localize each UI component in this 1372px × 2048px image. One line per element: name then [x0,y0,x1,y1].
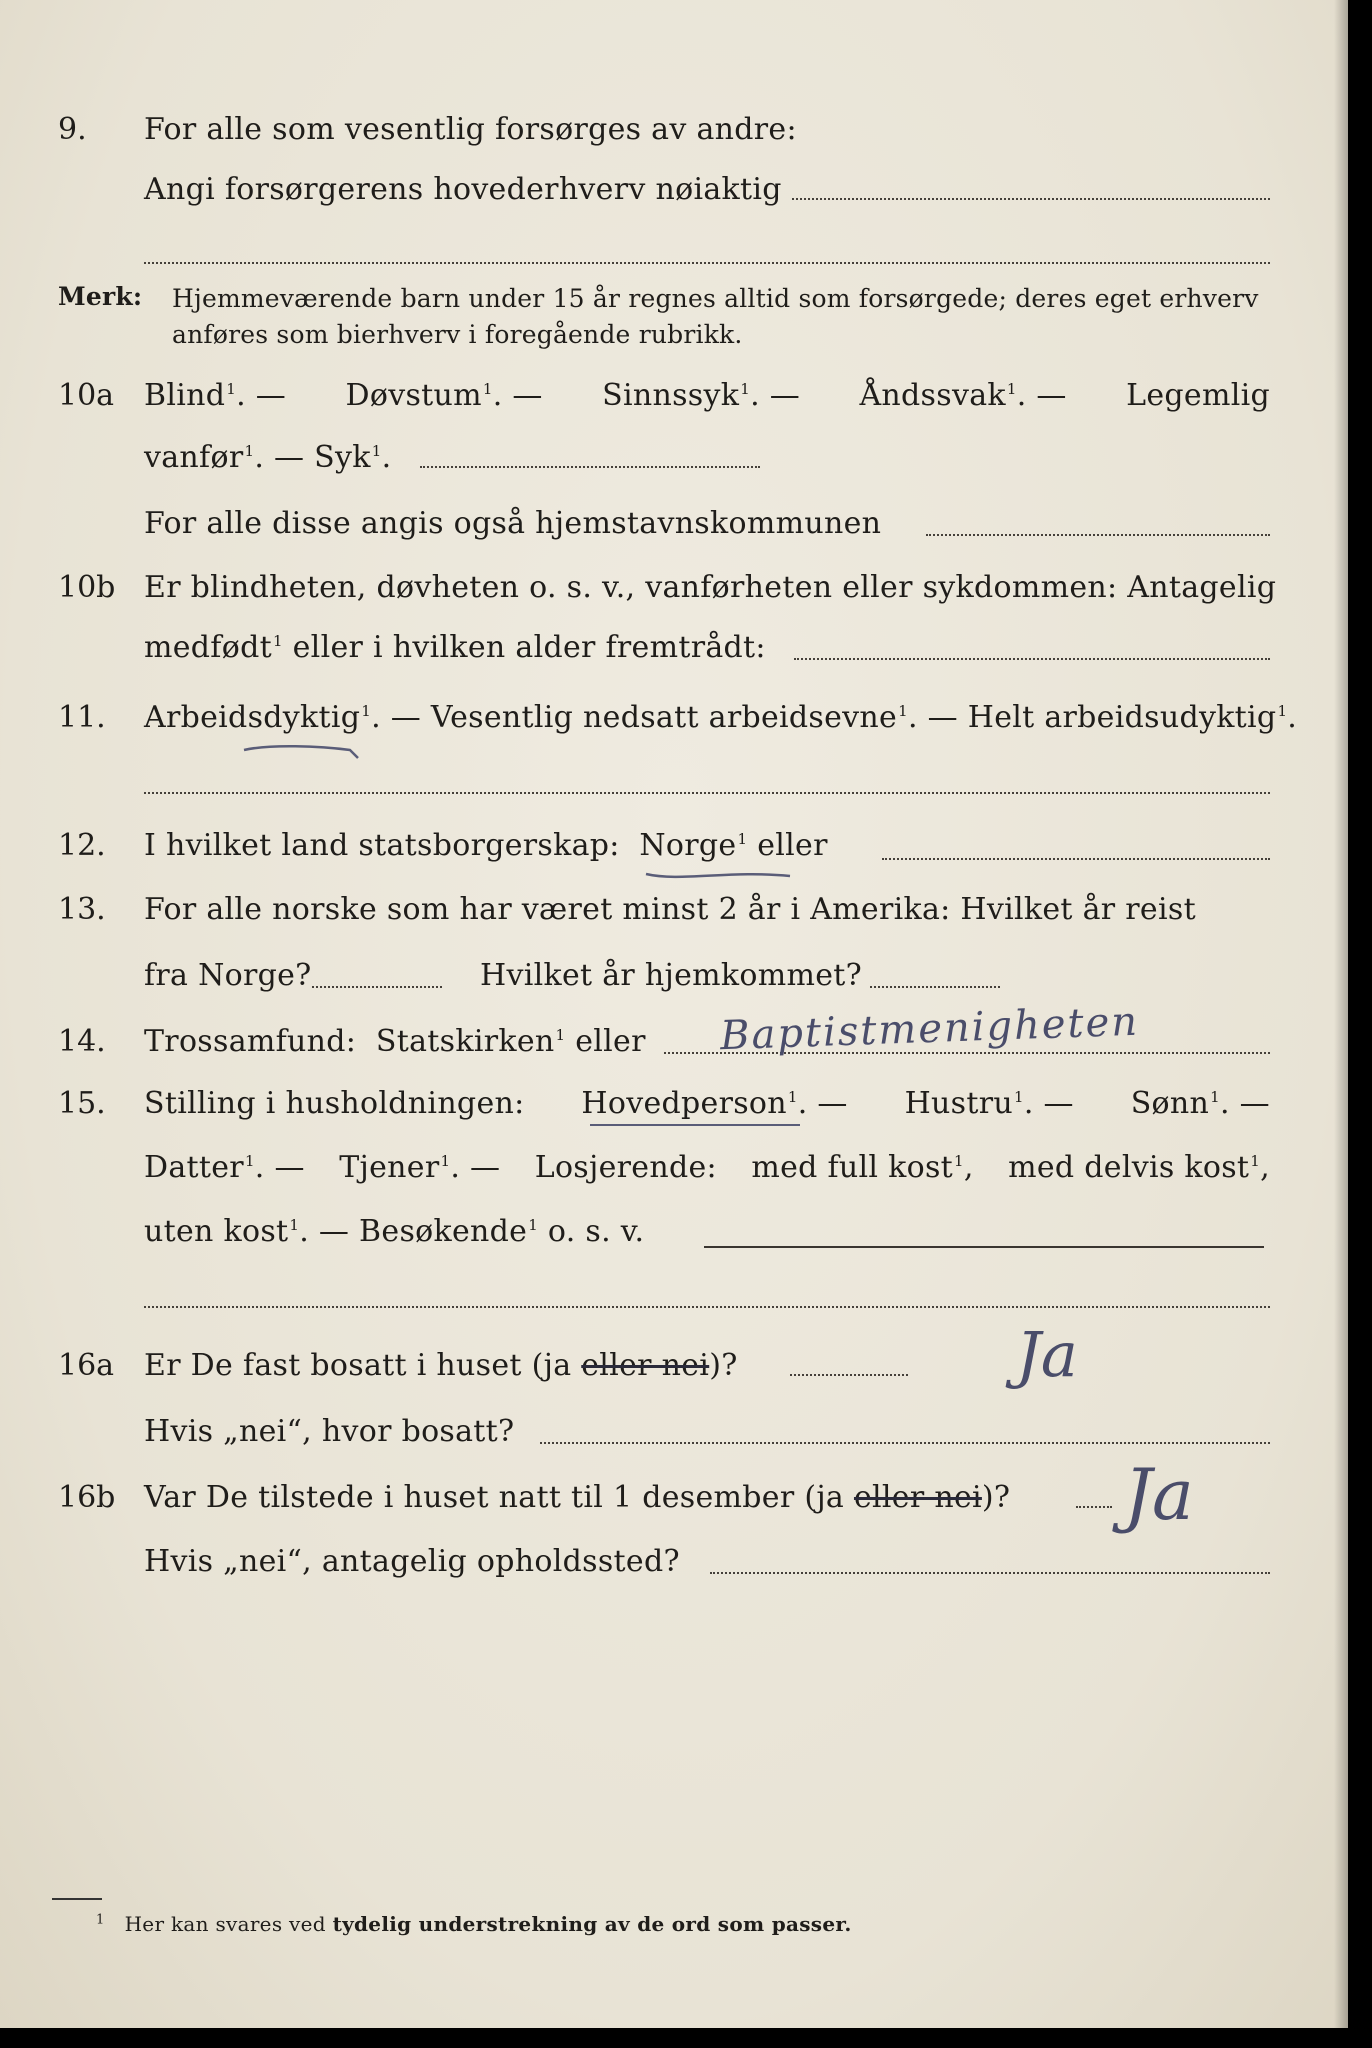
q15-line2: Datter$^1$. — Tjener$^1$. — Losjerende: med full kost$^1$, med delvis kost$^1$, [144,1150,1270,1185]
q12-line: I hvilket land statsborgerskap: Norge$^1$ eller [144,828,828,863]
q12-number: 12. [58,828,106,863]
q9-line1: For alle som vesentlig forsørges av andre: [144,112,797,147]
q11-opt-arbeidsdyktig: Arbeidsdyktig [144,700,361,735]
q10a-opt-sinnssyk: Sinnssyk$^1$. — [602,378,801,413]
q13-reist-line [312,986,442,988]
q15-number: 15. [58,1086,106,1121]
q15-line3: uten kost$^1$. — Besøkende$^1$ o. s. v. [144,1214,645,1249]
q15-handwritten-underline [590,1124,800,1126]
q10a-opt-blind: Blind$^1$. — [144,378,287,413]
q14-handwritten-answer: Baptistmenigheten [719,998,1140,1060]
q16a-line1: Er De fast bosatt i huset (ja eller nei)? [144,1348,738,1383]
q13-line1: For alle norske som har været minst 2 år i Amerika: Hvilket år reist [144,892,1196,927]
q10b-line2: medfødt$^1$ eller i hvilken alder fremtrådt: [144,630,766,665]
q13-line2a: fra Norge? [144,958,312,993]
q16b-number: 16b [58,1480,116,1515]
q9-answer-line-2 [144,262,1270,264]
q11-number: 11. [58,700,106,735]
q10a-number: 10a [58,378,115,413]
q16a-number: 16a [58,1348,115,1383]
q15-line1: Stilling i husholdningen: Hovedperson$^1$. — Hustru$^1$. — Sønn$^1$. — [144,1086,1270,1121]
footnote: $^1$ Her kan svares ved tydelig understrekning av de ord som passer. [96,1912,852,1936]
q16b-handwritten-answer: Ja [1124,1454,1194,1536]
q16b-opholdssted-line [710,1572,1270,1574]
q10a-opt-dovstum: Døvstum$^1$. — [345,378,543,413]
q11-answer-line [144,792,1270,794]
footnote-rule [52,1898,102,1900]
q12-handwritten-underline [640,866,800,886]
q10b-number: 10b [58,570,116,605]
q9-number: 9. [58,112,87,147]
q10a-line1 [144,378,1270,413]
q9-answer-line [792,198,1270,200]
q15-answer-line-2 [144,1306,1270,1308]
q11-handwritten-underline [240,740,370,764]
q10a-line3: For alle disse angis også hjemstavnskommunen [144,506,882,541]
q12-opt-norge: Norge [639,828,737,863]
q14-line: Trossamfund: Statskirken$^1$ eller [144,1024,646,1059]
q15-opt-hovedperson: Hovedperson$^1$. — [581,1086,848,1121]
q16a-bosatt-line [540,1442,1270,1444]
q13-hjemkommet-line [870,986,1000,988]
q11-line: Arbeidsdyktig$^1$. — Vesentlig nedsatt arbeidsevne$^1$. — Helt arbeidsudyktig$^1$. [144,700,1298,735]
q13-number: 13. [58,892,106,927]
q9-line2: Angi forsørgerens hovederhverv nøiaktig [144,172,782,207]
q16a-line2: Hvis „nei“, hvor bosatt? [144,1414,515,1449]
q10b-line1: Er blindheten, døvheten o. s. v., vanførheten eller sykdommen: Antagelig [144,570,1277,605]
q16b-line1: Var De tilstede i huset natt til 1 desember (ja eller nei)? [144,1480,1011,1515]
q12-answer-line [882,858,1270,860]
q10a-opt-andssvak: Åndssvak$^1$. — [859,378,1067,413]
merk-line2: anføres som bierhverv i foregående rubrikk. [172,320,743,349]
q14-number: 14. [58,1024,106,1059]
q16b-answer-line [1076,1506,1112,1508]
q10a-syk-line [420,466,760,468]
q13-line2b: Hvilket år hjemkommet? [480,958,863,993]
q10a-line2: vanfør$^1$. — Syk$^1$. [144,440,392,475]
q10a-hjemstavn-line [926,534,1270,536]
q15-answer-line [704,1246,1264,1248]
q10a-opt-legemlig: Legemlig [1126,378,1270,413]
q16a-answer-line [790,1374,908,1376]
q16a-handwritten-answer: Ja [1016,1318,1078,1391]
merk-label: Merk: [58,282,143,311]
q10b-answer-line [794,658,1270,660]
q16b-line2: Hvis „nei“, antagelig opholdssted? [144,1544,680,1579]
merk-line1: Hjemmeværende barn under 15 år regnes alltid som forsørgede; deres eget erhverv [172,284,1259,313]
